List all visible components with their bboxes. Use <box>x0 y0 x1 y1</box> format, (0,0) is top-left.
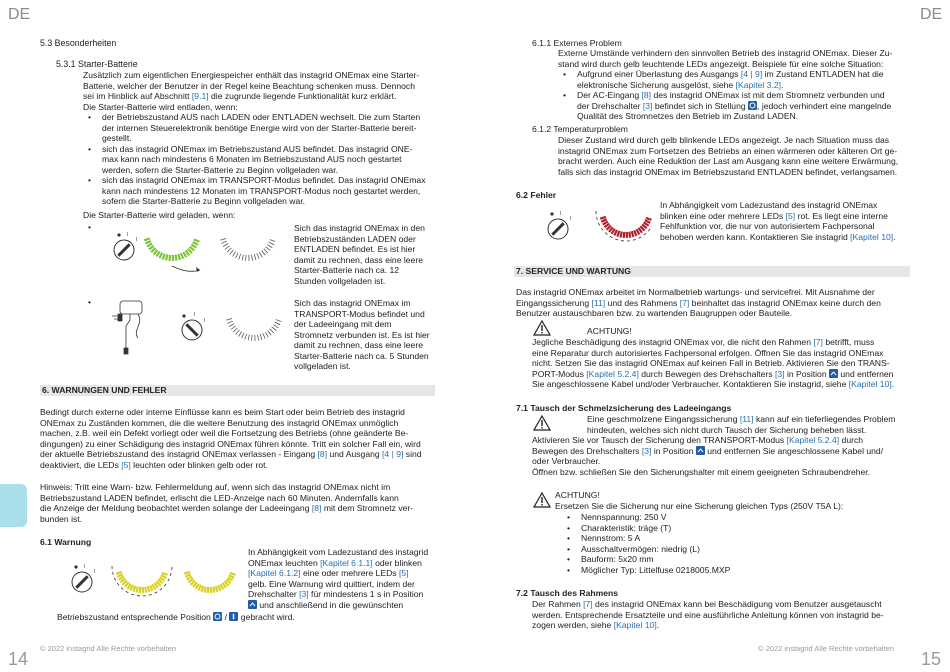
ref-link[interactable]: [Kapitel 10] <box>850 231 894 242</box>
led-segment <box>246 255 247 261</box>
section-7-2-title: 7.2 Tausch des Rahmens <box>516 588 619 598</box>
led-segment <box>185 574 191 576</box>
led-segment <box>263 333 265 339</box>
section-7-1-intro: Eine geschmolzene Eingangssicherung [11] kann auf ein tieferliegendes Problem hindeuten, welches sich nicht durch Tausch der Sicherung beheben lässt. <box>587 414 896 435</box>
led-segment <box>231 326 236 330</box>
led-segment <box>601 219 607 221</box>
list-item: • Der AC-Eingang [8] des instagrid ONEmax ist mit dem Stromnetz verbunden und der Drehschalter [3] befindet sich in Stellung , jedoch verhindert eine mangelnde Qualität des Stromnetzes den Betrieb im Zustand LADEN. <box>558 90 913 122</box>
section-6-1-text: In Abhängigkeit vom Ladezustand des instagrid ONEmax leuchten [Kapitel 6.1.1] oder blinken [Kapitel 6.1.2] eine oder mehrere LEDs [5] gelb. Eine Warnung wird quittiert, indem der Drehschalter [3] für mindestens 1 s in Position und anschließend in die gewünschten <box>248 547 429 610</box>
led-segment <box>262 251 266 256</box>
error-led-figure <box>542 205 652 249</box>
led-segment <box>267 245 272 248</box>
ref-link[interactable]: [3] <box>641 445 652 456</box>
ref-link[interactable]: [4 | 9] <box>382 449 404 459</box>
led-segment <box>218 585 220 591</box>
led-segment <box>181 253 183 259</box>
led-segment <box>227 321 233 323</box>
led-segment <box>145 241 151 243</box>
plug-cable-icon <box>112 301 142 354</box>
led-ring-gray-icon <box>226 319 281 341</box>
led-segment <box>116 572 122 574</box>
ref-link[interactable]: [8] <box>311 503 322 513</box>
led-segment <box>220 239 226 241</box>
svg-text:I: I <box>84 564 86 570</box>
section-7-1-text: Aktivieren Sie vor Tausch der Sicherung den TRANSPORT-Modus [Kapitel 5.2.4] durch Bewegen des Drehschalters [3] in Position und entfernen Sie angeschlossene Kabel und/ oder Verbraucher. Öffnen bzw. schließen Sie den Sicherungshalter mit einem geeigneten Schraubendreher. <box>532 435 884 477</box>
section-6-title: 6. WARNUNGEN UND FEHLER <box>40 385 435 396</box>
led-segment <box>242 255 243 261</box>
led-segment <box>236 253 239 258</box>
led-segment <box>236 330 240 335</box>
transport-mode-icon <box>696 446 705 455</box>
section-6-1-1-text: Externe Umstände verhindern den sinnvollen Betrieb des instagrid ONEmax. Dieser Zu- stand wird durch gelb leuchtende LEDs angezeigt. Beispiele für eine solche Situation: <box>558 48 893 69</box>
list-item: • sich das instagrid ONEmax im TRANSPORT-Modus befindet. Das instagrid ONEmax kann nach mindestens 12 Monaten im TRANSPORT-Modus noch gestartet werden, sofern die Starter-Batterie zu Beginn vollgeladen war. <box>83 175 443 207</box>
led-segment <box>629 232 630 238</box>
led-segment <box>269 242 274 245</box>
section-7-2-text: Der Rahmen [7] des instagrid ONEmax kann bei Beschädigung vom Benutzer ausgetauscht werden. Entsprechende Ersatzteile und eine ausführliche Anleitung können von instagrid be- zogen werden, siehe [Kapitel 10]. <box>532 599 884 630</box>
svg-text:I: I <box>570 216 572 222</box>
led-segment <box>276 320 282 322</box>
side-tab-marker <box>0 484 27 527</box>
led-segment <box>145 587 146 593</box>
on-mode-icon <box>229 612 238 621</box>
list-item: • Ausschaltvermögen: niedrig (L) <box>562 544 862 555</box>
led-segment <box>170 255 171 261</box>
rotary-switch-icon <box>182 312 205 340</box>
warning-triangle-icon <box>533 492 551 508</box>
warning-led-figure <box>64 558 244 606</box>
led-segment <box>646 218 652 220</box>
led-segment <box>252 335 253 341</box>
led-segment <box>272 327 277 331</box>
ref-link[interactable]: [7] <box>813 337 823 347</box>
charge-conditions-label: Die Starter-Batterie wird geladen, wenn: <box>83 210 236 220</box>
ref-link[interactable]: [9.1] <box>191 91 209 101</box>
transport-mode-icon <box>248 600 257 609</box>
section-5-3-title: 5.3 Besonderheiten <box>40 38 117 48</box>
section-6-1-2-text: Dieser Zustand wird durch gelb blinkende LEDs angezeigt. Je nach Situation muss das instagrid ONEmax zum Fortsetzen des Betriebs an einen wärmeren oder kälteren Ort ge- bracht werden. Auch eine Reduktion der Last am Ausgang kann eine weitere Erwärmung, falls sich das instagrid ONEmax im Betriebszustand ENTLADEN befindet, verlangsamen. <box>558 135 899 177</box>
led-segment <box>191 245 196 248</box>
starter-battery-intro: Zusätzlich zum eigentlichen Energiespeicher enthält das instagrid ONEmax eine Starter- Batterie, welcher der Benutzer in der Regel keine Beachtung schenken muss. Dennoch sei im Hinblick auf Abschnitt [9.1] die zugrunde liegende Funktionalität kurz erklärt. Die Starter-Batterie wird entladen, wenn: <box>83 70 420 112</box>
off-mode-icon <box>213 612 222 621</box>
discharge-conditions-list <box>83 112 443 207</box>
led-segment <box>223 244 228 247</box>
led-segment <box>183 252 186 257</box>
transport-mode-icon <box>829 369 838 378</box>
ref-link[interactable]: [5] <box>121 459 131 470</box>
svg-text:I: I <box>204 318 206 324</box>
led-segment <box>270 240 276 242</box>
ref-link[interactable]: [Kapitel 6.1.2] <box>248 568 301 578</box>
section-6-1-title: 6.1 Warnung <box>40 537 92 547</box>
ref-link[interactable]: [Kapitel 10] <box>848 379 892 389</box>
led-segment <box>621 232 622 238</box>
ref-link[interactable]: [Kapitel 5.2.4] <box>786 435 840 445</box>
led-segment <box>252 255 253 261</box>
external-problem-list <box>558 69 913 122</box>
led-segment <box>254 254 256 260</box>
led-segment <box>624 232 625 238</box>
led-segment <box>193 242 198 245</box>
copyright-left: © 2022 instagrid Alle Rechte vorbehalten <box>40 643 177 653</box>
section-7-1-title: 7.1 Tausch der Schmelzsicherung des Ladeeingangs <box>516 403 732 413</box>
section-6-1-1-title: 6.1.1 Externes Problem <box>532 38 622 48</box>
list-item: • Nennspannung: 250 V <box>562 512 862 523</box>
section-7-text: Das instagrid ONEmax arbeitet im Normalbetrieb wartungs- und servicefrei. Mit Ausnahme der Eingangssicherung [11] und des Rahmens [7] beinhaltet das instagrid ONEmax keine durch den Benutzer austauschbaren bzw. zu wartenden Baugruppen oder Bauteile. <box>516 287 881 318</box>
off-mode-icon <box>748 101 757 110</box>
led-segment <box>259 252 262 257</box>
led-segment <box>268 331 272 336</box>
charge-condition-2-text: Sich das instagrid ONEmax im TRANSPORT-Modus befindet und der Ladeeingang mit dem Stromnetz verbunden ist. Es ist hier damit zu rechnen, dass eine leere Starter-Batterie nach ca. 5 Stunden vollgeladen ist. <box>294 298 430 371</box>
led-segment <box>257 253 259 259</box>
led-segment <box>233 328 237 332</box>
list-item: • Aufgrund einer Überlastung des Ausgangs [4 | 9] im Zustand ENTLADEN hat die elektronische Sicherung ausgelöst, siehe [Kapitel 3.2]. <box>558 69 913 90</box>
led-segment <box>140 587 141 593</box>
led-segment <box>144 239 150 241</box>
led-segment <box>266 247 271 251</box>
led-segment <box>617 231 619 237</box>
ref-link[interactable]: [Kapitel 6.1.1] <box>320 557 373 568</box>
ref-link[interactable]: [7] <box>583 599 593 609</box>
section-6-2-text: In Abhängigkeit vom Ladezustand des instagrid ONEmax blinken eine oder mehrere LEDs [5] rot. Es liegt eine interne Fehlfunktion vor, die nur von autorisiertem Fachpersonal behoben werden kann. Kontaktieren Sie instagrid [Kapitel 10]. <box>660 200 896 242</box>
led-segment <box>117 574 123 576</box>
ref-link[interactable]: [8] <box>317 449 328 459</box>
led-segment <box>270 329 274 333</box>
list-item: • Bauform: 5x20 mm <box>562 554 862 565</box>
rotary-switch-icon <box>548 211 571 239</box>
charge-condition-1-text: Sich das instagrid ONEmax in den Betriebszuständen LADEN oder ENTLADEN befindet. Es ist hier damit zu rechnen, dass eine leere Starter-Batterie nach ca. 12 Stunden vollgeladen ist. <box>294 223 425 286</box>
led-segment <box>216 586 218 592</box>
svg-text:I: I <box>560 211 562 217</box>
led-segment <box>260 334 262 340</box>
ref-link[interactable]: [7] <box>679 297 690 308</box>
list-item: • sich das instagrid ONEmax im Betriebszustand AUS befindet. Das instagrid ONE- max kann nach mindestens 6 Monaten im Betriebszustand AUS noch gestartet werden, sofern die Starter-Batterie zu Beginn vollgeladen war. <box>83 144 443 176</box>
led-segment <box>273 325 278 328</box>
list-item: • Charakteristik: träge (T) <box>562 523 862 534</box>
svg-text:I: I <box>136 237 138 243</box>
led-ring-green-icon <box>144 239 199 261</box>
led-segment <box>160 253 163 258</box>
ref-link[interactable]: [5] <box>785 210 796 221</box>
led-segment <box>194 240 200 242</box>
section-5-3-1-title: 5.3.1 Starter-Batterie <box>56 59 138 69</box>
led-segment <box>248 335 249 341</box>
section-6-hint: Hinweis: Tritt eine Warn- bzw. Fehlermeldung auf, wenn sich das instagrid ONEmax nicht im Betriebszustand LADEN befindet, erlischt die LED-Anzeige nach 60 Minuten. Andernfalls kann die Anzeige der Meldung beobachtet werden solange der Ladeeingang [8] mit dem Stromnetz ver- bunden ist. <box>40 482 414 524</box>
led-ring-gray-icon <box>220 239 275 261</box>
led-segment <box>258 335 259 341</box>
led-segment <box>230 250 234 255</box>
ref-link[interactable]: [3] <box>642 100 653 111</box>
led-segment <box>239 331 242 336</box>
led-segment <box>634 230 636 236</box>
led-segment <box>163 254 165 260</box>
svg-text:I: I <box>194 312 196 318</box>
ref-link[interactable]: [5] <box>398 568 409 578</box>
led-segment <box>230 573 236 575</box>
switch-and-led-green-figure <box>108 226 288 276</box>
section-7-title: 7. SERVICE UND WARTUNG <box>514 266 910 277</box>
led-segment <box>226 319 232 321</box>
language-label-left: DE <box>8 6 31 23</box>
warning-label-1: ACHTUNG! <box>587 326 632 336</box>
led-segment <box>600 217 606 219</box>
led-segment <box>242 333 245 338</box>
led-segment <box>184 572 190 574</box>
ref-link[interactable]: [Kapitel 10] <box>613 620 657 630</box>
led-segment <box>265 332 268 337</box>
led-segment <box>245 334 247 340</box>
led-segment <box>221 241 227 243</box>
warning-triangle-icon <box>533 415 551 431</box>
list-item: • Nennstrom: 5 A <box>562 533 862 544</box>
section-6-1-2-title: 6.1.2 Temperaturproblem <box>532 124 628 134</box>
transport-mode-charging-figure <box>108 296 288 358</box>
led-segment <box>157 251 160 256</box>
led-segment <box>205 587 206 593</box>
section-7-warning-text: Jegliche Beschädigung des instagrid ONEmax vor, die nicht den Rahmen [7] betrifft, muss eine Reparatur durch autorisiertes Fachpersonal erfolgen. Öffnen Sie das instagrid ONEmax nicht. Setzen Sie das instagrid ONEmax auf keinen Fall in Betrieb. Aktivieren Sie den TRANS- PORT-Modus [Kapitel 5.2.4] durch Bewegen des Drehschalters [3] in Position und entfernen Sie angeschlossene Kabel und/oder Verbraucher. Kontaktieren Sie instagrid, siehe [Kapitel 10]. <box>532 337 895 389</box>
section-6-1-text-end: Betriebszustand entsprechende Position / gebracht wird. <box>57 612 295 622</box>
page-number-right: 15 <box>921 648 942 669</box>
bullet: • <box>88 222 92 232</box>
fuse-specs-list <box>562 512 862 575</box>
led-segment <box>229 324 234 327</box>
led-segment <box>201 586 203 592</box>
led-segment <box>137 587 138 593</box>
svg-text:I: I <box>94 569 96 575</box>
led-segment <box>148 586 150 592</box>
led-segment <box>208 587 209 593</box>
list-item: • Möglicher Typ: Littelfuse 0218005.MXP <box>562 565 862 576</box>
led-segment <box>239 254 241 260</box>
led-segment <box>233 251 236 256</box>
led-segment <box>178 254 180 260</box>
led-segment <box>213 587 214 593</box>
fuse-warning-text: Ersetzen Sie die Sicherung nur eine Sicherung gleichen Typs (250V T5A L): <box>555 501 844 511</box>
led-segment <box>264 249 268 253</box>
language-label-right: DE <box>920 6 943 23</box>
led-segment <box>133 586 135 592</box>
led-segment <box>227 248 231 252</box>
ref-link[interactable]: [3] <box>775 368 785 379</box>
list-item: • der Betriebszustand AUS nach LADEN oder ENTLADEN wechselt. Die zum Starten der internen Steuerelektronik benötige Energie wird von der Starter-Batterie bereit- gestellt. <box>83 112 443 144</box>
rotary-switch-icon <box>114 232 137 260</box>
rotary-switch-icon <box>72 564 95 592</box>
led-segment <box>166 255 167 261</box>
warning-label-2: ACHTUNG! <box>555 490 600 500</box>
warning-triangle-icon <box>533 320 551 336</box>
led-segment <box>147 244 152 247</box>
ref-link[interactable]: [Kapitel 5.2.4] <box>586 368 639 379</box>
led-ring-yellow-icon <box>184 572 235 593</box>
led-ring-yellow-blinking-icon <box>112 566 172 596</box>
section-6-2-title: 6.2 Fehler <box>516 190 557 200</box>
bullet: • <box>88 297 92 307</box>
led-segment <box>275 322 280 325</box>
led-ring-red-blinking-icon <box>596 211 652 241</box>
page-number-left: 14 <box>8 648 29 669</box>
led-segment <box>150 585 152 591</box>
ref-link[interactable]: [11] <box>739 414 754 424</box>
ref-link[interactable]: [4 | 9] <box>740 69 763 79</box>
copyright-right: © 2022 instagrid Alle Rechte vorbehalten <box>758 643 895 653</box>
led-segment <box>162 573 168 575</box>
section-6-paragraph-1: Bedingt durch externe oder interne Einflüsse kann es beim Start oder beim Betrieb des instagrid ONEmax zu Zuständen kommen, die die weitere Benutzung des instagrid ONEmax unmöglich machen, z.B. weil ein Defekt vorliegt oder weil die Fortsetzung des Betriebs (ohne geänderte Be- dingungen) zu einer Schädigung des instagrid ONEmax führen könnte. Tritt ein solcher Fall ein, wird der aktuelle Betriebszustand des instagrid ONEmax verlassen - Eingang [8] und Ausgang [4 | 9] sind deaktiviert, die LEDs [5] leuchten oder blinken gelb oder rot. <box>40 407 422 470</box>
ref-link[interactable]: [Kapitel 3.2] <box>735 79 781 90</box>
led-segment <box>225 246 230 250</box>
svg-text:I: I <box>127 232 129 238</box>
ref-link[interactable]: [11] <box>591 297 606 308</box>
ref-link[interactable]: [8] <box>641 90 652 100</box>
led-segment <box>176 255 177 261</box>
ref-link[interactable]: [3] <box>299 589 309 599</box>
led-segment <box>632 231 634 237</box>
